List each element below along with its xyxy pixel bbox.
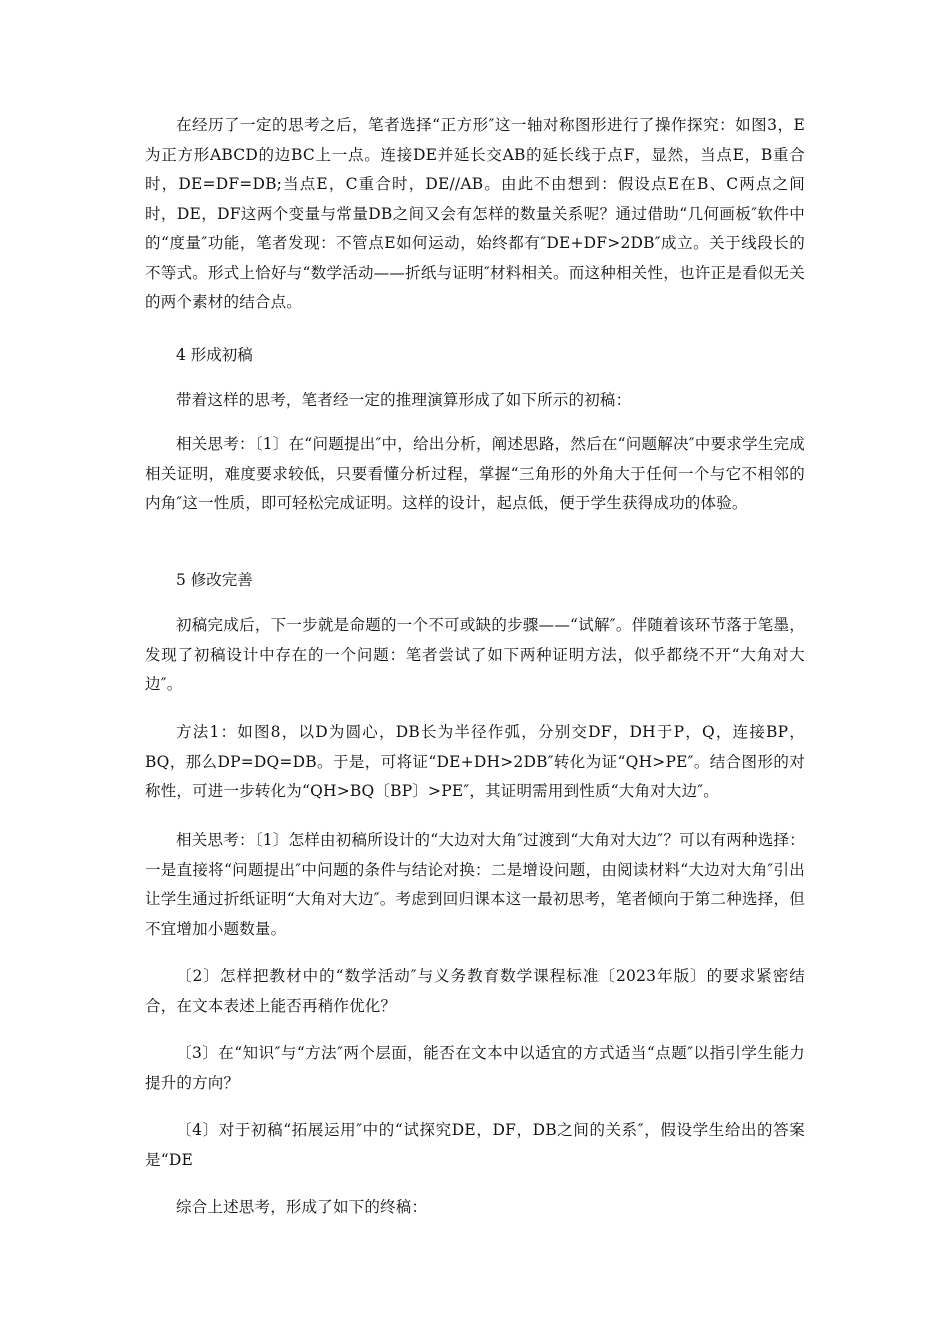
paragraph-draft-thoughts: 相关思考：〔1〕在“问题提出″中，给出分析，阐述思路，然后在“问题解决″中要求学生完成相关证明，难度要求较低，只要看懂分析过程，掌握“三角形的外角大于任何一个与它不相邻的内角″这一性质，即可轻松完成证明。这样的设计，起点低，便于学生获得成功的体验。: [145, 435, 805, 512]
section-heading-revision: 5 修改完善: [176, 571, 253, 589]
paragraph-final-intro: 综合上述思考，形成了如下的终稿：: [176, 1198, 428, 1216]
section-heading-draft: 4 形成初稿: [176, 346, 253, 364]
paragraph-trial-solution: 初稿完成后，下一步就是命题的一个不可或缺的步骤——“试解″。伴随着该环节落于笔墨，发现了初稿设计中存在的一个问题：笔者尝试了如下两种证明方法，似乎都绕不开“大角对大边″。: [145, 616, 805, 693]
paragraph-revision-thought-3: 〔3〕在“知识″与“方法″两个层面，能否在文本中以适宜的方式适当“点题″以指引学生能力提升的方向？: [145, 1044, 805, 1092]
paragraph-revision-thought-4: 〔4〕对于初稿“拓展运用″中的“试探究DE，DF，DB之间的关系″，假设学生给出的答案是“DE: [145, 1121, 805, 1169]
paragraph-draft-intro: 带着这样的思考，笔者经一定的推理演算形成了如下所示的初稿：: [176, 391, 632, 409]
paragraph-revision-thought-2: 〔2〕怎样把教材中的“数学活动″与义务教育数学课程标准〔2023年版〕的要求紧密结合，在文本表述上能否再稍作优化？: [145, 967, 805, 1015]
paragraph-method-one: 方法1：如图8，以D为圆心，DB长为半径作弧，分别交DF，DH于P，Q，连接BP，BQ，那么DP=DQ=DB。于是，可将证“DE+DH>2DB″转化为证“QH>PE″。结合图形的对称性，可进一步转化为“QH>BQ〔BP〕>PE″，其证明需用到性质“大角对大边″。: [145, 723, 805, 800]
paragraph-revision-thought-1: 相关思考：〔1〕怎样由初稿所设计的“大边对大角″过渡到“大角对大边″？可以有两种选择：一是直接将“问题提出″中问题的条件与结论对换：二是增设问题，由阅读材料“大边对大角″引出让学生通过折纸证明“大角对大边″。考虑到回归课本这一最初思考，笔者倾向于第二种选择，但不宜增加小题数量。: [145, 831, 805, 938]
paragraph-square-exploration: 在经历了一定的思考之后，笔者选择“正方形″这一轴对称图形进行了操作探究：如图3，E为正方形ABCD的边BC上一点。连接DE并延长交AB的延长线于点F，显然，当点E，B重合时，DE=DF=DB;当点E，C重合时，DE//AB。由此不由想到：假设点E在B、C两点之间时，DE，DF这两个变量与常量DB之间又会有怎样的数量关系呢？通过借助“几何画板″软件中的“度量″功能，笔者发现：不管点E如何运动，始终都有″DE+DF>2DB″成立。关于线段长的不等式。形式上恰好与“数学活动——折纸与证明″材料相关。而这种相关性，也许正是看似无关的两个素材的结合点。: [145, 116, 805, 311]
